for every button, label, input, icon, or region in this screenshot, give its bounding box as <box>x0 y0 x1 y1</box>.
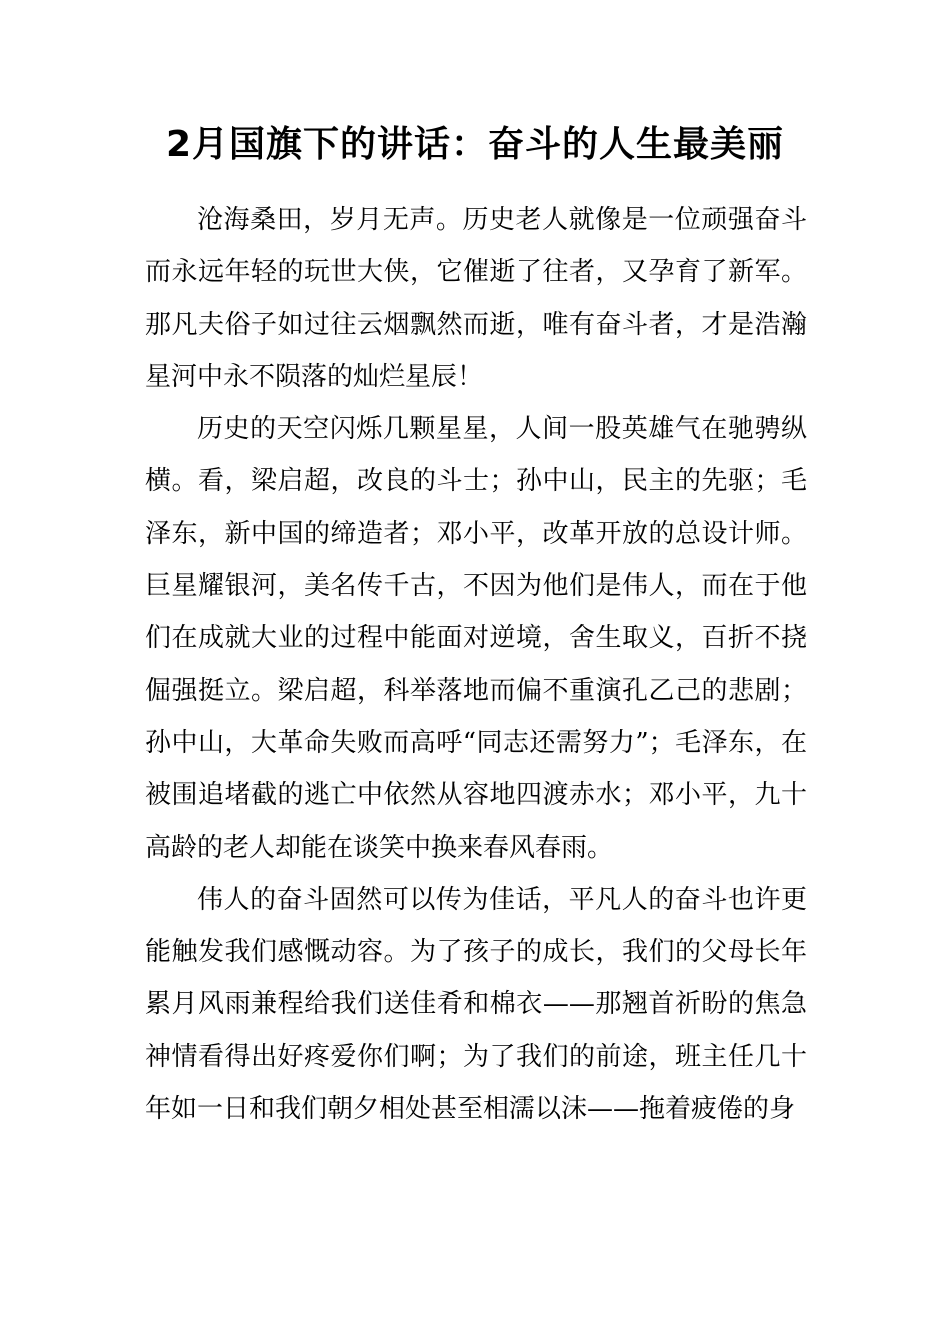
document-body <box>145 194 807 1135</box>
paragraph-1: 沧海桑田，岁月无声。历史老人就像是一位顽强奋斗而永远年轻的玩世大侠，它催逝了往者，又孕育了新军。那凡夫俗子如过往云烟飘然而逝，唯有奋斗者，才是浩瀚星河中永不陨落的灿烂星辰！ <box>145 205 807 392</box>
paragraph-3: 伟人的奋斗固然可以传为佳话，平凡人的奋斗也许更能触发我们感慨动容。为了孩子的成长，我们的父母长年累月风雨兼程给我们送佳肴和棉衣——那翘首祈盼的焦急神情看得出好疼爱你们啊；为了我们的前途，班主任几十年如一日和我们朝夕相处甚至相濡以沫——拖着疲倦的身 <box>145 884 807 1125</box>
document-title: 2月国旗下的讲话：奋斗的人生最美丽 <box>165 124 785 165</box>
paragraph-2: 历史的天空闪烁几颗星星，人间一股英雄气在驰骋纵横。看，梁启超，改良的斗士；孙中山，民主的先驱；毛泽东，新中国的缔造者；邓小平，改革开放的总设计师。巨星耀银河，美名传千古，不因为他们是伟人，而在于他们在成就大业的过程中能面对逆境，舍生取义，百折不挠倔强挺立。梁启超，科举落地而偏不重演孔乙己的悲剧；孙中山，大革命失败而高呼“同志还需努力”；毛泽东，在被围追堵截的逃亡中依然从容地四渡赤水；邓小平，九十高龄的老人却能在谈笑中换来春风春雨。 <box>145 414 807 863</box>
